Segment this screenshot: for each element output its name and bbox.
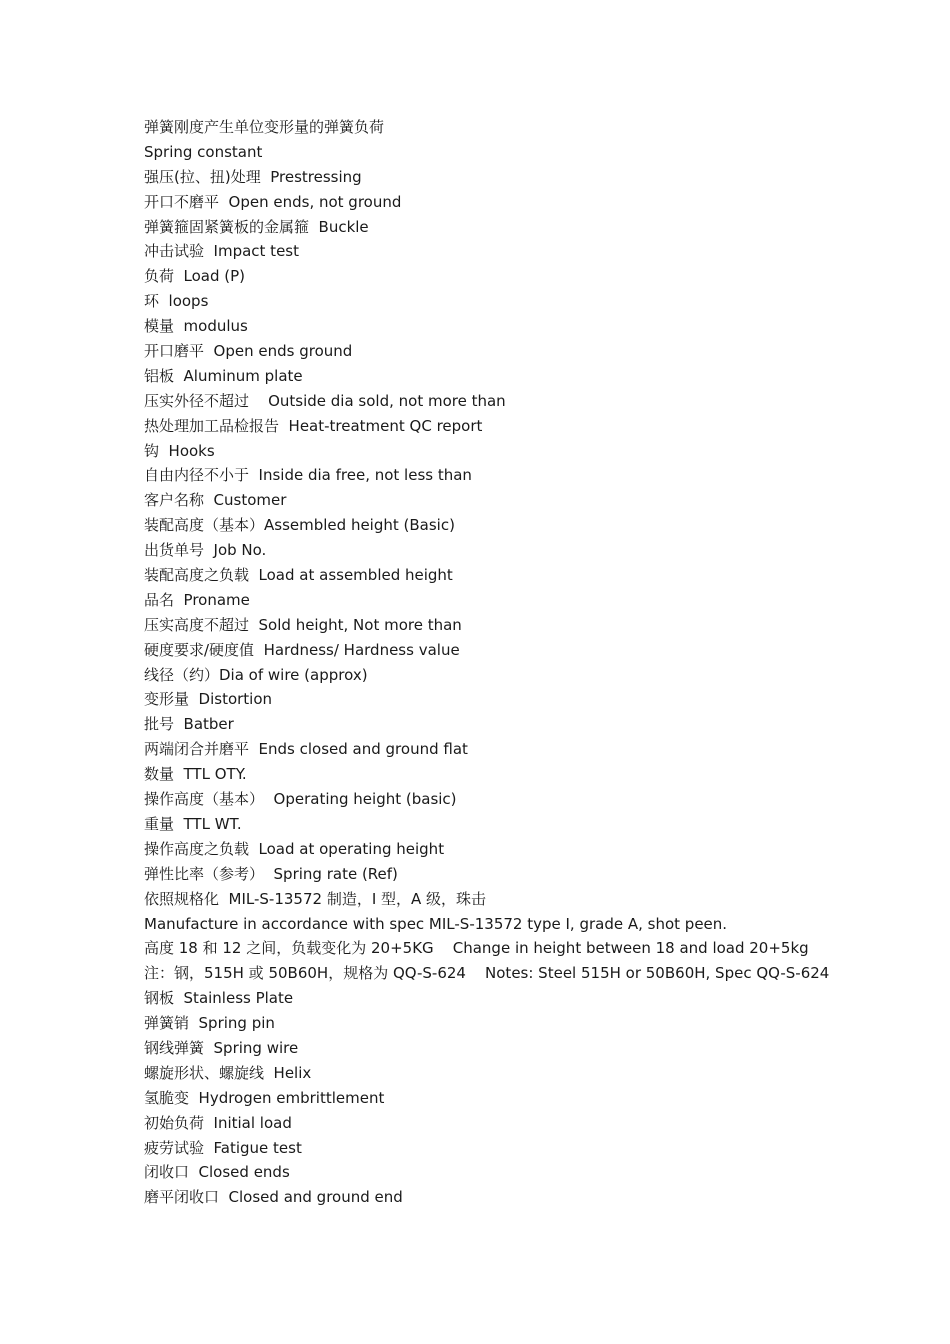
glossary-line: 钢线弹簧 Spring wire xyxy=(144,1038,299,1057)
glossary-line: 重量 TTL WT. xyxy=(144,814,242,833)
glossary-line: 两端闭合并磨平 Ends closed and ground flat xyxy=(144,740,468,759)
glossary-line: 数量 TTL OTY. xyxy=(144,765,247,784)
glossary-line: 硬度要求/硬度值 Hardness/ Hardness value xyxy=(144,640,460,659)
glossary-line: 强压(拉、扭)处理 Prestressing xyxy=(144,167,362,186)
glossary-line: 开口不磨平 Open ends, not ground xyxy=(144,192,402,211)
glossary-line: 热处理加工品检报告 Heat-treatment QC report xyxy=(144,416,483,435)
glossary-line: 线径（约）Dia of wire (approx) xyxy=(144,665,368,684)
glossary-line: 变形量 Distortion xyxy=(144,690,273,709)
glossary-line: Manufacture in accordance with spec MIL-S-13572 type I, grade A, shot peen. xyxy=(144,914,728,933)
glossary-line: 注：钢，515H 或 50B60H，规格为 QQ-S-624 Notes: Steel 515H or 50B60H, Spec QQ-S-624 xyxy=(144,964,830,983)
glossary-line: 开口磨平 Open ends ground xyxy=(144,342,353,361)
glossary-line: 模量 modulus xyxy=(144,317,248,336)
glossary-line: 铝板 Aluminum plate xyxy=(144,366,303,385)
glossary-line: 弹簧箍固紧簧板的金属箍 Buckle xyxy=(144,217,369,236)
glossary-line: 品名 Proname xyxy=(144,590,250,609)
glossary-line: 闭收口 Closed ends xyxy=(144,1163,290,1182)
glossary-line: 环 loops xyxy=(144,292,209,311)
glossary-line: 装配高度（基本）Assembled height (Basic) xyxy=(144,516,455,535)
glossary-line: 初始负荷 Initial load xyxy=(144,1113,292,1132)
glossary-line: 钢板 Stainless Plate xyxy=(144,989,294,1008)
glossary-line: 螺旋形状、螺旋线 Helix xyxy=(144,1063,312,1082)
glossary-line: 依照规格化 MIL-S-13572 制造，I 型，A 级，珠击 xyxy=(144,889,487,908)
glossary-line: 操作高度之负载 Load at operating height xyxy=(144,839,445,858)
glossary-line: 装配高度之负载 Load at assembled height xyxy=(144,566,453,585)
glossary-line: 操作高度（基本） Operating height (basic) xyxy=(144,790,457,809)
glossary-line: 氢脆变 Hydrogen embrittlement xyxy=(144,1088,385,1107)
glossary-line: 批号 Batber xyxy=(144,715,234,734)
glossary-line: 疲劳试验 Fatigue test xyxy=(144,1138,302,1157)
glossary-line: 冲击试验 Impact test xyxy=(144,242,299,261)
glossary-line: 高度 18 和 12 之间，负载变化为 20+5KG Change in height between 18 and load 20+5kg xyxy=(144,939,809,958)
glossary-line: 钩 Hooks xyxy=(144,441,215,460)
glossary-line: 压实高度不超过 Sold height, Not more than xyxy=(144,615,462,634)
glossary-line: 压实外径不超过 Outside dia sold, not more than xyxy=(144,391,506,410)
glossary-line: 出货单号 Job No. xyxy=(144,541,267,560)
glossary-line: Spring constant xyxy=(144,142,263,161)
glossary-line: 负荷 Load (P) xyxy=(144,267,246,286)
glossary-line: 磨平闭收口 Closed and ground end xyxy=(144,1188,403,1207)
glossary-list xyxy=(144,115,924,1210)
glossary-line: 客户名称 Customer xyxy=(144,491,287,510)
glossary-line: 弹性比率（参考） Spring rate (Ref) xyxy=(144,864,398,883)
glossary-line: 弹簧销 Spring pin xyxy=(144,1014,275,1033)
glossary-line: 自由内径不小于 Inside dia free, not less than xyxy=(144,466,472,485)
glossary-line: 弹簧刚度产生单位变形量的弹簧负荷 xyxy=(144,118,385,136)
